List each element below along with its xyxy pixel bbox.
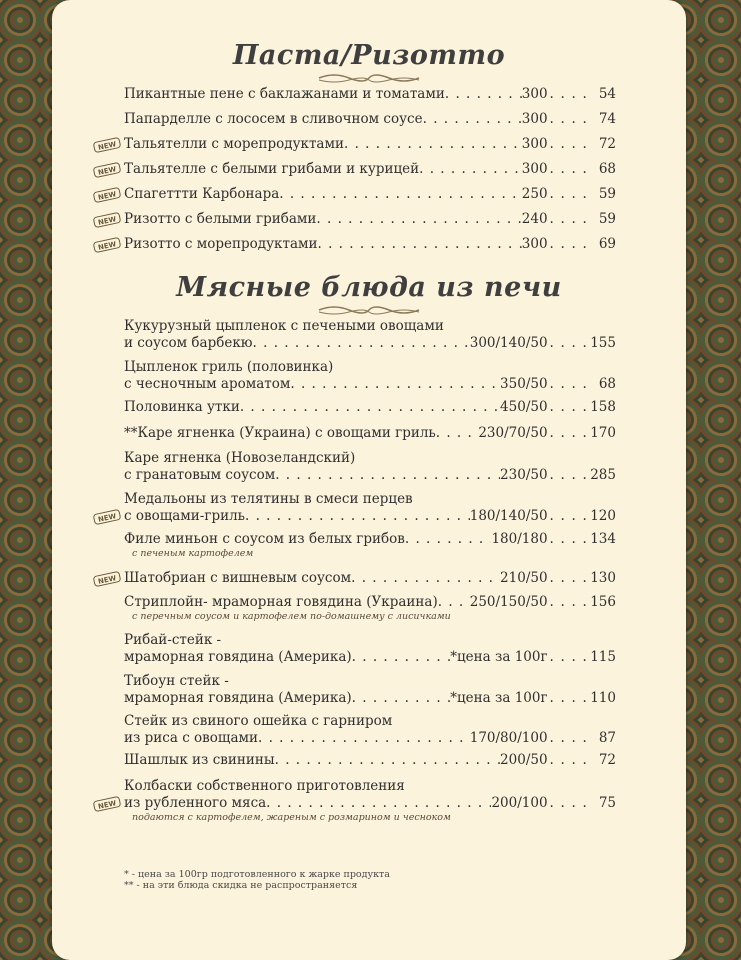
menu-page [52,0,686,960]
menu-item-name: Тальятелли с морепродуктами [124,136,344,152]
dot-leader: . . . . [549,752,588,768]
dot-leader [445,86,522,103]
new-badge-icon [92,212,122,228]
new-badge-icon [92,187,122,203]
dot-leader: . . . . [549,531,588,547]
menu-item-price: 68 [598,161,616,177]
menu-item-weight: 180/180 [491,531,548,547]
menu-item-price: 285 [590,467,616,483]
menu-item-price: 87 [598,730,616,746]
menu-item-name-line: Цыпленок гриль (половинка) [124,359,334,375]
dot-leader [245,508,470,525]
menu-item-name: из риса с овощами [124,730,258,746]
dot-leader [405,531,492,548]
new-badge-icon [92,796,122,812]
dot-leader: . . . . [549,570,588,586]
dot-leader [290,376,500,393]
menu-item [124,425,616,442]
menu-item-weight: 300 [521,161,548,177]
menu-item-name: Тальятелле с белыми грибами и курицей [124,161,420,177]
dot-leader: . . . . [549,111,588,127]
dot-leader [279,186,522,203]
footnotes [124,869,390,891]
menu-item-price: 68 [598,376,616,392]
menu-item-name: Спагеттти Карбонара [124,186,280,202]
menu-item-weight: 300/140/50 [469,335,548,351]
new-badge-icon [92,509,122,525]
menu-item-price: 134 [590,531,616,547]
menu-item-row [124,508,616,525]
menu-item-name: Пикантные пене с баклажанами и томатами [124,86,445,102]
dot-leader [419,161,522,178]
svg-text:NEW: NEW [97,190,118,202]
menu-item-row [124,186,616,203]
dot-leader: . . . . [549,86,588,102]
dot-leader [352,690,451,707]
dot-leader: . . . . [549,335,588,351]
menu-item-weight: 350/50 [500,376,548,392]
menu-item-row [124,161,616,178]
menu-item-weight: 210/50 [500,570,548,586]
menu-item [124,450,616,484]
dot-leader [352,649,451,666]
menu-item-row [124,690,616,707]
menu-item-row [124,730,616,747]
menu-item-name: из рубленного мяса [124,795,267,811]
flourish-ornament [314,72,424,84]
section-title-pasta: Паста/Ризотто [232,40,506,71]
menu-item [97,211,616,228]
dot-leader: . . . . [549,730,588,746]
menu-item [124,594,616,623]
menu-item-name: Ризотто с морепродуктами [124,236,318,252]
menu-item-price: 72 [598,752,616,768]
menu-item-row [124,531,616,548]
menu-item-name: с чесночным ароматом [124,376,291,392]
section-title-meat: Мясные блюда из печи [176,272,562,303]
dot-leader [438,594,470,611]
menu-item-name: с овощами-гриль [124,508,246,524]
menu-item-note: с перечным соусом и картофелем по-домашнему с лисичками [132,611,451,622]
dot-leader: . . . . [549,425,588,441]
dot-leader [266,795,491,812]
footnote-price-per-100g: * - цена за 100гр подготовленного к жарке продукта [124,869,390,880]
menu-item-name: с гранатовым соусом [124,467,276,483]
menu-item-price: 59 [598,186,616,202]
menu-item [124,111,616,128]
menu-item-row [124,649,616,666]
dot-leader: . . . . [549,186,588,202]
menu-item-name-line: Рибай-стейк - [124,632,222,648]
menu-item-name: мраморная говядина (Америка) [124,690,352,706]
menu-item-weight: 200/50 [500,752,548,768]
menu-item-row [124,376,616,393]
menu-item-weight: 300 [521,236,548,252]
new-badge-icon [92,571,122,587]
menu-item [97,136,616,153]
menu-item-note: подаются с картофелем, жареным с розмарином и чесноком [132,812,451,823]
menu-item-name-line: Тибоун стейк - [124,673,229,689]
dot-leader: . . . . [549,690,588,706]
footnote-no-discount: ** - на эти блюда скидка не распространяется [124,880,358,891]
menu-item-weight: 230/70/50 [478,425,548,441]
dot-leader [318,236,522,253]
dot-leader: . . . . [549,399,588,415]
dot-leader [423,111,522,128]
dot-leader: . . . . [549,211,588,227]
svg-text:NEW: NEW [97,215,118,227]
menu-item [124,531,616,560]
menu-item-weight: 250 [521,186,548,202]
menu-item-price: 156 [590,594,616,610]
new-badge-icon [92,162,122,178]
svg-text:NEW: NEW [97,140,118,152]
menu-item-weight: 180/140/50 [469,508,548,524]
menu-item-name-line: Медальоны из телятины в смеси перцев [124,491,413,507]
menu-item-price: 72 [598,136,616,152]
dot-leader [240,399,500,416]
dot-leader: . . . . [549,161,588,177]
dot-leader [344,136,522,153]
menu-item [124,752,616,769]
dot-leader: . . . . [549,649,588,665]
flourish-ornament [314,304,424,316]
svg-text:NEW: NEW [97,240,118,252]
menu-item [124,632,616,666]
dot-leader [316,211,521,228]
menu-item-row [124,236,616,253]
menu-item [97,570,616,587]
menu-item-price: 130 [590,570,616,586]
menu-item-row [124,594,616,611]
menu-item-weight: *цена за 100г [450,690,548,706]
dot-leader: . . . . [549,467,588,483]
menu-item-price: 120 [590,508,616,524]
menu-item-row [124,425,616,442]
dot-leader [275,752,500,769]
menu-item [124,673,616,707]
dot-leader [351,570,500,587]
menu-item-row [124,399,616,416]
menu-item-row [124,467,616,484]
menu-item [124,713,616,747]
menu-item-weight: 300 [521,136,548,152]
dot-leader: . . . . [549,236,588,252]
menu-item-name-line: Кукурузный цыпленок с печеными овощами [124,318,444,334]
menu-item-price: 74 [598,111,616,127]
menu-item-name: Шатобриан с вишневым соусом [124,570,352,586]
menu-item [124,318,616,352]
menu-item [97,236,616,253]
menu-item [124,399,616,416]
menu-item-name: Шашлык из свинины [124,752,275,768]
menu-item-price: 110 [590,690,616,706]
menu-item-name-line: Каре ягненка (Новозеландский) [124,450,356,466]
menu-item-row [124,752,616,769]
svg-text:NEW: NEW [97,574,118,586]
menu-item-name-line: Стейк из свиного ошейка с гарниром [124,713,393,729]
menu-item-row [124,86,616,103]
menu-item-price: 155 [590,335,616,351]
dot-leader: . . . . [549,136,588,152]
menu-item-row [124,136,616,153]
menu-item-name: Ризотто с белыми грибами [124,211,317,227]
dot-leader: . . . . [549,795,588,811]
svg-text:NEW: NEW [97,512,118,524]
dot-leader: . . . . [549,508,588,524]
dot-leader [253,335,470,352]
menu-item-name: мраморная говядина (Америка) [124,649,352,665]
menu-item [97,778,616,824]
menu-item-price: 75 [598,795,616,811]
dot-leader: . . . . [549,594,588,610]
menu-item-price: 115 [590,649,616,665]
menu-item-weight: 300 [521,86,548,102]
menu-item-price: 69 [598,236,616,252]
new-badge-icon [92,137,122,153]
menu-item-note: с печеным картофелем [132,548,254,559]
menu-item [124,86,616,103]
menu-item-name: Половинка утки [124,399,240,415]
menu-item-weight: 450/50 [500,399,548,415]
menu-item-name: Папарделле с лососем в сливочном соусе [124,111,423,127]
menu-item-row [124,111,616,128]
menu-item-name: **Каре ягненка (Украина) с овощами гриль [124,425,436,441]
dot-leader: . . . . [549,376,588,392]
dot-leader [275,467,500,484]
menu-item [97,186,616,203]
menu-item-price: 158 [590,399,616,415]
menu-item-weight: 250/150/50 [469,594,548,610]
menu-item-weight: 240 [521,211,548,227]
menu-item-weight: 300 [521,111,548,127]
menu-item-price: 170 [590,425,616,441]
svg-text:NEW: NEW [97,165,118,177]
menu-item-name: Филе миньон с соусом из белых грибов [124,531,405,547]
menu-item-row [124,570,616,587]
menu-item-name: Стриплойн- мраморная говядина (Украина) [124,594,438,610]
menu-item-weight: 200/100 [491,795,548,811]
menu-item-weight: 170/80/100 [469,730,548,746]
dot-leader [436,425,479,442]
svg-text:NEW: NEW [97,799,118,811]
menu-item [124,359,616,393]
new-badge-icon [92,237,122,253]
menu-item-price: 59 [598,211,616,227]
menu-item-weight: *цена за 100г [450,649,548,665]
menu-item-row [124,335,616,352]
menu-item [97,491,616,525]
menu-item-name: и соусом барбекю [124,335,253,351]
menu-item-row [124,795,616,812]
menu-item-row [124,211,616,228]
menu-item [97,161,616,178]
menu-item-price: 54 [598,86,616,102]
menu-item-name-line: Колбаски собственного приготовления [124,778,405,794]
menu-item-weight: 230/50 [500,467,548,483]
dot-leader [258,730,470,747]
